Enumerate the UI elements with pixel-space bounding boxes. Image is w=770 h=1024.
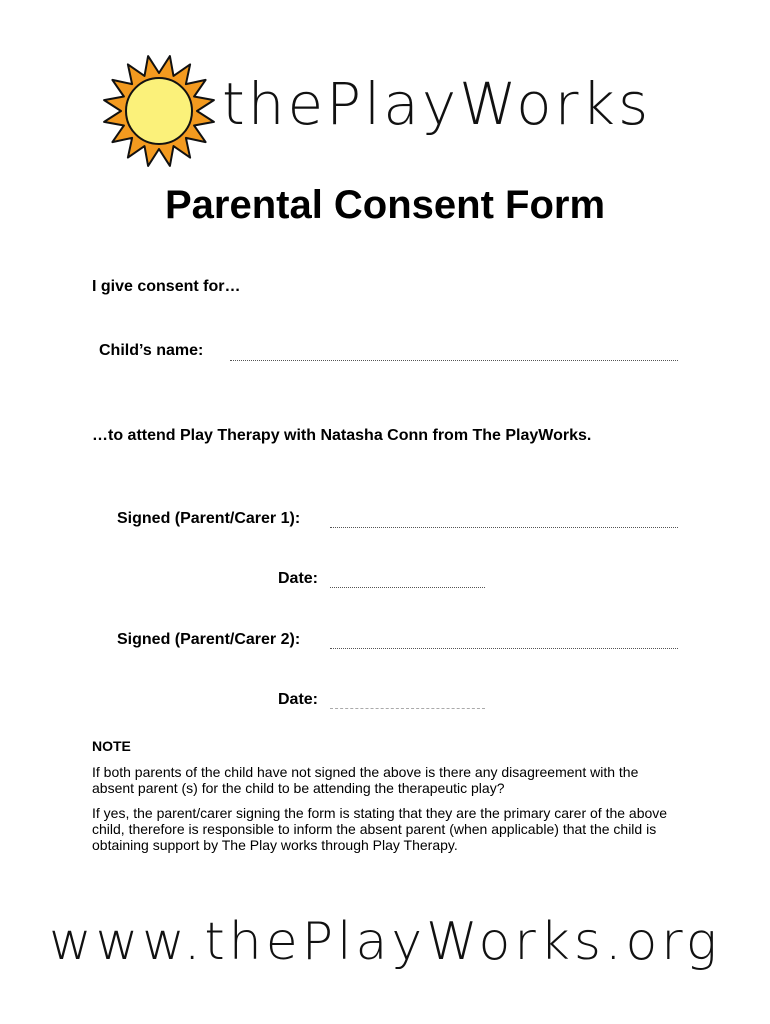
- logo-wordmark: thePlayWorks: [222, 70, 652, 138]
- signed-parent-1-field[interactable]: [330, 527, 678, 528]
- page-title: Parental Consent Form: [164, 183, 606, 227]
- child-name-field[interactable]: [230, 360, 678, 361]
- footer-website[interactable]: www.thePlayWorks.org: [49, 912, 721, 972]
- signed-parent-2-label: Signed (Parent/Carer 2):: [117, 631, 301, 648]
- logo: [100, 52, 700, 162]
- date-2-field[interactable]: [330, 708, 485, 709]
- consent-statement: …to attend Play Therapy with Natasha Conn from The PlayWorks.: [92, 427, 592, 444]
- note-paragraph-2: If yes, the parent/carer signing the form is stating that they are the primary carer of the above child, therefore is responsible to inform the absent parent (when applicable) that the child is obtaining support by The Play works through Play Therapy.: [92, 805, 668, 853]
- date-1-label: Date:: [278, 570, 319, 587]
- sun-icon: [100, 52, 218, 170]
- date-1-field[interactable]: [330, 587, 485, 588]
- signed-parent-1-label: Signed (Parent/Carer 1):: [117, 510, 301, 527]
- signed-parent-2-field[interactable]: [330, 648, 678, 649]
- child-name-label: Child’s name:: [99, 342, 204, 359]
- note-heading: NOTE: [92, 738, 131, 754]
- consent-intro: I give consent for…: [92, 278, 241, 295]
- date-2-label: Date:: [278, 691, 319, 708]
- note-paragraph-1: If both parents of the child have not signed the above is there any disagreement with the absent parent (s) for the child to be attending the therapeutic play?: [92, 764, 639, 796]
